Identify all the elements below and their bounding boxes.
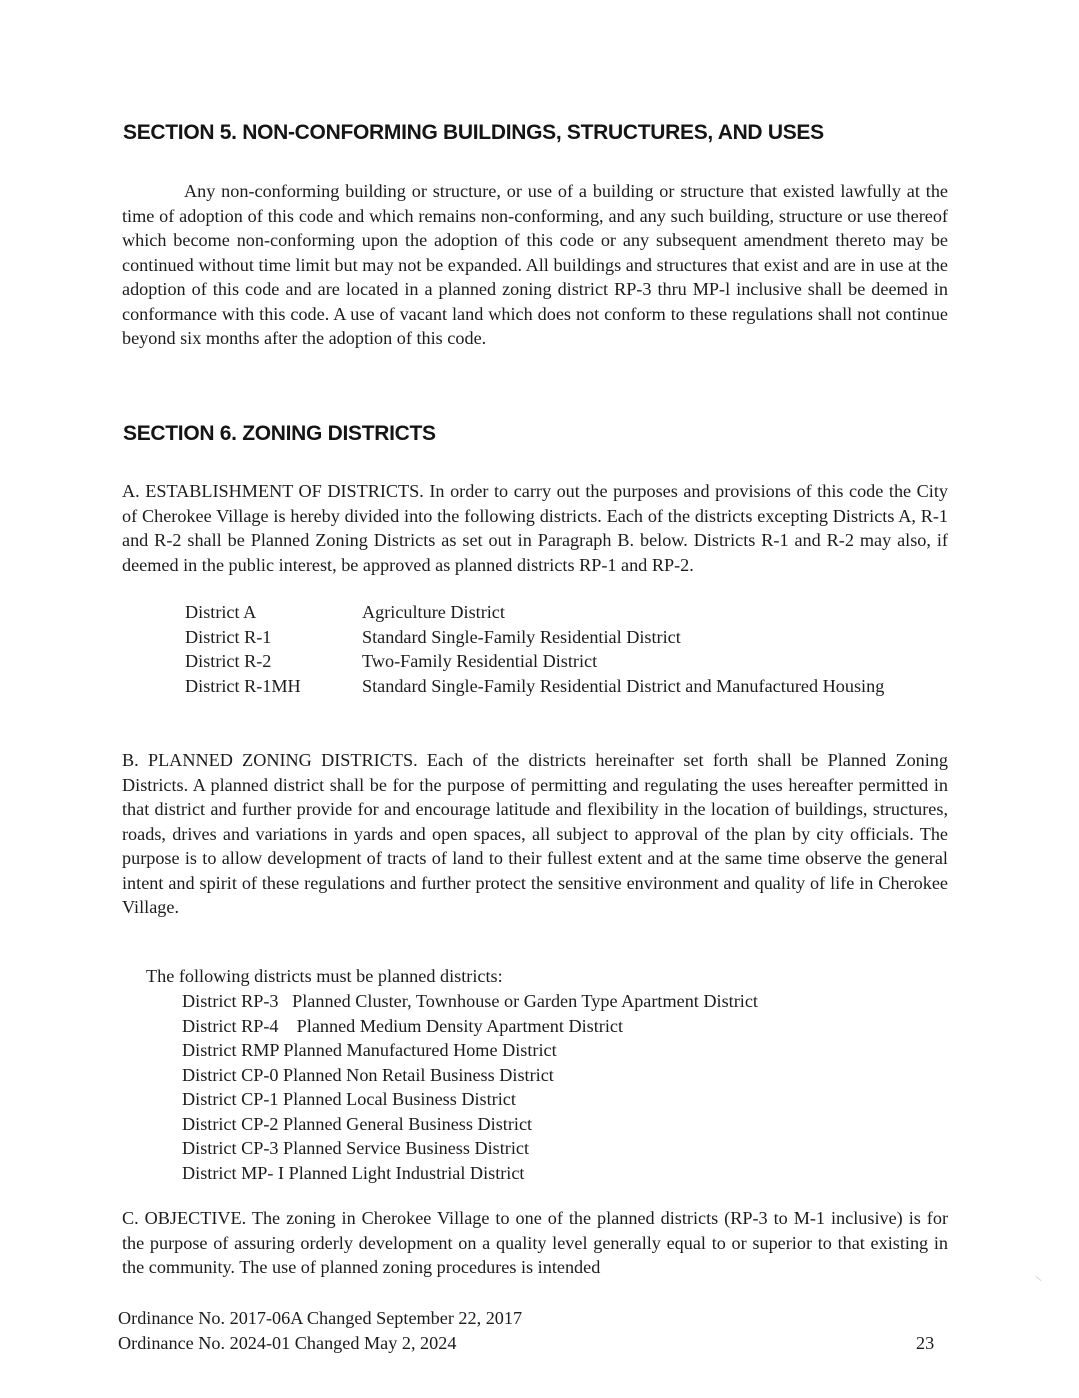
planned-district-item: District RP-4 Planned Medium Density Apartment District xyxy=(182,1015,624,1036)
planned-district-item: District CP-3 Planned Service Business District xyxy=(182,1138,530,1158)
district-row xyxy=(185,625,948,650)
planned-list-intro: The following districts must be planned districts: xyxy=(146,966,503,986)
planned-district-item: District CP-2 Planned General Business District xyxy=(182,1113,533,1134)
planned-district-item: District CP-1 Planned Local Business District xyxy=(182,1089,516,1109)
district-code: District R-1 xyxy=(185,626,272,647)
planned-district-item: District CP-0 Planned Non Retail Business District xyxy=(182,1064,554,1085)
section-5-paragraph-text: Any non-conforming building or structure, or use of a building or structure that existed lawfully at the time of adoption of this code and which remains non-conforming, and any such building, structure or use thereof which become non-conforming upon the adoption of this code or any subsequent amendment thereto may be continued without time limit but may not be expanded. All buildings and structures that exist and are in use at the adoption of this code and are located in a planned zoning district RP-3 thru MP-l inclusive shall be deemed in conformance with this code. A use of vacant land which does not conform to these regulations shall not continue beyond six months after the adoption of this code. xyxy=(122,181,948,348)
section-5-paragraph xyxy=(122,179,948,351)
district-description: Two-Family Residential District xyxy=(362,651,598,671)
objective-paragraph: C. OBJECTIVE. The zoning in Cherokee Village to one of the planned districts (RP-3 to M-1 inclusive) is for the purpose of assuring orderly development on a quality level generally equal to or superior to that existing in the community. The use of planned zoning procedures is intended xyxy=(122,1208,948,1277)
footer-ordinance-2: Ordinance No. 2024-01 Changed May 2, 2024 xyxy=(118,1333,457,1353)
district-row xyxy=(185,600,948,625)
district-row xyxy=(185,674,948,699)
planned-district-item: District RP-3 Planned Cluster, Townhouse or Garden Type Apartment District xyxy=(182,991,758,1011)
district-code: District R-2 xyxy=(185,651,272,671)
district-code: District R-1MH xyxy=(185,675,301,696)
establishment-paragraph: A. ESTABLISHMENT OF DISTRICTS. In order to carry out the purposes and provisions of this code the City of Cherokee Village is hereby divided into the following districts. Each of the districts excepting Districts A, R-1 and R-2 shall be Planned Zoning Districts as set out in Paragraph B. below. Districts R-1 and R-2 may also, if deemed in the public interest, be approved as planned districts RP-1 and RP-2. xyxy=(122,481,948,575)
district-table xyxy=(185,600,948,698)
planned-districts-paragraph: B. PLANNED ZONING DISTRICTS. Each of the districts hereinafter set forth shall be Planned Zoning Districts. A planned district shall be for the purpose of permitting and regulating the uses hereafter permitted in that district and further provide for and encourage latitude and flexibility in the location of buildings, structures, roads, drives and variations in yards and open spaces, all subject to approval of the plan by city officials. The purpose is to allow development of tracts of land to their fullest extent and at the same time observe the general intent and spirit of these regulations and further protect the sensitive environment and quality of life in Cherokee Village. xyxy=(122,750,948,917)
footer-ordinance-1: Ordinance No. 2017-06A Changed September 22, 2017 xyxy=(118,1308,523,1328)
district-code: District A xyxy=(185,602,257,622)
district-row xyxy=(185,649,948,674)
planned-district-item: District RMP Planned Manufactured Home District xyxy=(182,1040,557,1060)
page-number: 23 xyxy=(916,1333,935,1353)
planned-districts-list xyxy=(182,989,758,1185)
scan-artifact xyxy=(1035,1276,1041,1281)
section-5-heading: SECTION 5. NON-CONFORMING BUILDINGS, STRUCTURES, AND USES xyxy=(123,121,824,144)
district-description: Agriculture District xyxy=(362,602,505,622)
section-6-heading: SECTION 6. ZONING DISTRICTS xyxy=(123,422,436,445)
planned-district-item: District MP- I Planned Light Industrial District xyxy=(182,1162,525,1183)
district-description: Standard Single-Family Residential District and Manufactured Housing xyxy=(362,675,885,696)
district-description: Standard Single-Family Residential District xyxy=(362,626,681,647)
